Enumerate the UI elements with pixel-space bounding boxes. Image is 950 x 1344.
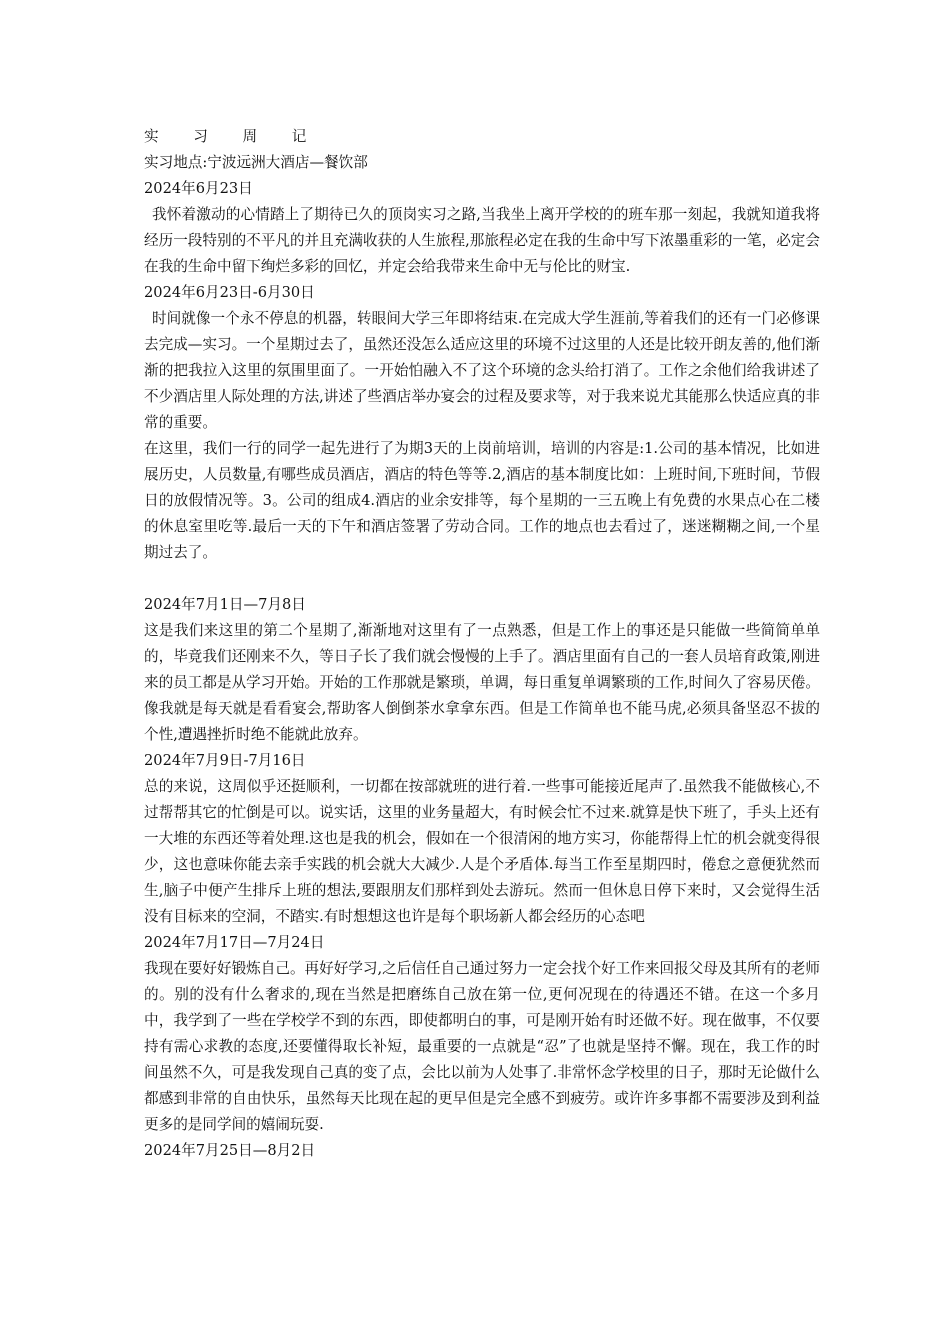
entry-paragraph: 总的来说，这周似乎还挺顺利，一切都在按部就班的进行着.一些事可能接近尾声了.虽然我不能做核心,不过帮帮其它的忙倒是可以。说实话，这里的业务量超大，有时候会忙不过来.就算是快下班了，手头上还有一大堆的东西还等着处理.这也是我的机会，假如在一个很清闲的地方实习，你能帮得上忙的机会就变得很少，这也意味你能去亲手实践的机会就大大减少.人是个矛盾体.每当工作至星期四时，倦怠之意便犹然而生,脑子中便产生排斥上班的想法,要跟朋友们那样到处去游玩。然而一但休息日停下来时，又会觉得生活没有目标来的空洞，不踏实.有时想想这也许是每个职场新人都会经历的心态吧 [144, 778, 820, 925]
entry-date: 2024年7月17日—7月24日 [144, 934, 325, 951]
internship-location: 实习地点:宁波远洲大酒店—餐饮部 [144, 154, 368, 171]
entry-date: 2024年7月9日-7月16日 [144, 752, 306, 769]
entry-date: 2024年7月1日—7月8日 [144, 596, 306, 613]
entry-paragraph: 在这里，我们一行的同学一起先进行了为期3天的上岗前培训，培训的内容是:1.公司的基本情况，比如进展历史，人员数量,有哪些成员酒店，酒店的特色等等.2,酒店的基本制度比如：上班时间,下班时间，节假日的放假情况等。3。公司的组成4.酒店的业余安排等，每个星期的一三五晚上有免费的水果点心在二楼的休息室里吃等.最后一天的下午和酒店签署了劳动合同。工作的地点也去看过了，迷迷糊糊之间,一个星期过去了。 [144, 440, 820, 561]
entry-paragraph: 我现在要好好锻炼自己。再好好学习,之后信任自己通过努力一定会找个好工作来回报父母及其所有的老师的。别的没有什么奢求的,现在当然是把磨练自己放在第一位,更何况现在的待遇还不错。在这一个多月中，我学到了一些在学校学不到的东西，即使都明白的事，可是刚开始有时还做不好。现在做事，不仅要持有需心求教的态度,还要懂得取长补短，最重要的一点就是“忍”了也就是坚持不懈。现在，我工作的时间虽然不久，可是我发现自己真的变了点，会比以前为人处事了.非常怀念学校里的日子，那时无论做什么都感到非常的自由快乐，虽然每天比现在起的更早但是完全感不到疲劳。或许许多事都不需要涉及到利益更多的是同学间的嬉闹玩耍. [144, 960, 820, 1133]
entry-date: 2024年7月25日—8月2日 [144, 1142, 316, 1159]
entry-paragraph: 我怀着激动的心情踏上了期待已久的顶岗实习之路,当我坐上离开学校的的班车那一刻起，我就知道我将经历一段特别的不平凡的并且充满收获的人生旅程,那旅程必定在我的生命中写下浓墨重彩的一笔，必定会在我的生命中留下绚烂多彩的回忆，并定会给我带来生命中无与伦比的财宝. [144, 206, 820, 275]
entry-paragraph: 这是我们来这里的第二个星期了,渐渐地对这里有了一点熟悉，但是工作上的事还是只能做一些简简单单的，毕竟我们还刚来不久，等日子长了我们就会慢慢的上手了。酒店里面有自己的一套人员培育政策,刚进来的员工都是从学习开始。开始的工作那就是繁琐，单调，每日重复单调繁琐的工作,时间久了容易厌倦。像我就是每天就是看看宴会,帮助客人倒倒茶水拿拿东西。但是工作简单也不能马虎,必须具备坚忍不拔的个性,遭遇挫折时绝不能就此放弃。 [144, 622, 820, 743]
document-page [144, 124, 820, 1164]
entry-paragraph: 时间就像一个永不停息的机器，转眼间大学三年即将结束.在完成大学生涯前,等着我们的还有一门必修课去完成—实习。一个星期过去了，虽然还没怎么适应这里的环境不过这里的人还是比较开朗友善的,他们渐渐的把我拉入这里的氛围里面了。一开始怕融入不了这个环境的念头给打消了。工作之余他们给我讲述了不少酒店里人际处理的方法,讲述了些酒店举办宴会的过程及要求等，对于我来说尤其能那么快适应真的非常的重要。 [144, 310, 820, 431]
entry-date: 2024年6月23日-6月30日 [144, 284, 315, 301]
blank-line [144, 566, 820, 592]
document-title: 实 习 周 记 [144, 128, 322, 145]
entry-date: 2024年6月23日 [144, 180, 253, 197]
